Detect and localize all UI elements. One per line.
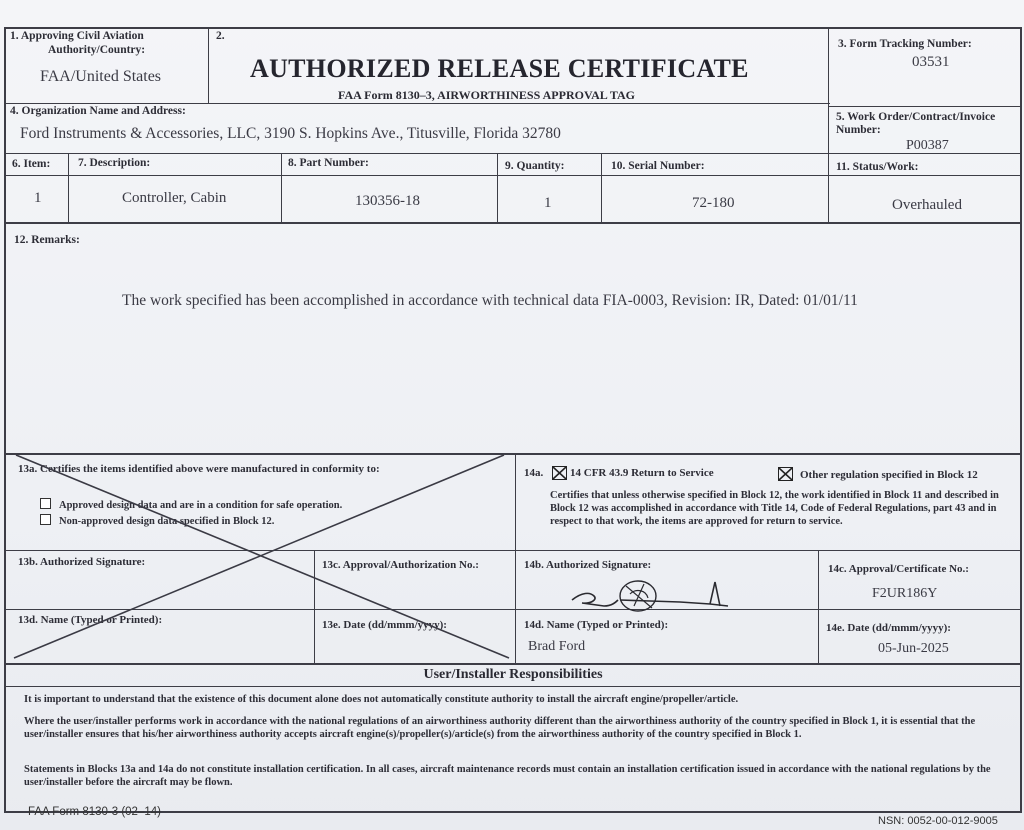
block5-label-cont: Number: — [836, 124, 881, 136]
divider — [208, 27, 209, 103]
part-number-header: 8. Part Number: — [288, 157, 369, 169]
block13d-label: 13d. Name (Typed or Printed): — [18, 614, 163, 626]
signature-date: 05-Jun-2025 — [878, 641, 949, 656]
status-work-header: 11. Status/Work: — [836, 161, 919, 173]
block13b-label: 13b. Authorized Signature: — [18, 556, 146, 568]
checked-mark-icon — [553, 467, 566, 479]
serial-number-value: 72-180 — [692, 195, 735, 211]
checked-mark-icon — [779, 468, 792, 480]
block14a-certification-text: Certifies that unless otherwise specified in Block 12, the work identified in Block 11 and described in Block 12 was accomplished in accordance with Title 14, Code of Federal Regulations, part 43 and in respect to that work, the items are approved for return to service. — [550, 490, 999, 527]
divider — [601, 153, 602, 223]
responsibilities-paragraph-3: Statements in Blocks 13a and 14a do not constitute installation certification. In all cases, aircraft maintenance records must contain an installation certification issued in accordance with the national regulations by the user/installer before the aircraft may be flown. — [24, 764, 991, 788]
approving-authority: FAA/United States — [40, 68, 162, 85]
nsn-number: NSN: 0052-00-012-9005 — [878, 815, 998, 827]
description-value: Controller, Cabin — [122, 190, 227, 206]
organization-address: Ford Instruments & Accessories, LLC, 3190 S. Hopkins Ave., Titusville, Florida 32780 — [20, 125, 561, 142]
return-to-service-checkbox[interactable] — [552, 466, 567, 480]
block14a-label: 14a. — [524, 467, 544, 479]
return-to-service-label: 14 CFR 43.9 Return to Service — [570, 467, 714, 479]
certificate-title: AUTHORIZED RELEASE CERTIFICATE — [250, 54, 749, 83]
block13a-label: 13a. Certifies the items identified above were manufactured in conformity to: — [18, 463, 380, 475]
approved-design-label: Approved design data and are in a condition for safe operation. — [59, 500, 343, 511]
work-order-number: P00387 — [906, 138, 949, 153]
frame-right — [1020, 27, 1022, 812]
part-number-value: 130356-18 — [355, 193, 420, 209]
responsibilities-heading: User/Installer Responsibilities — [423, 667, 603, 682]
divider — [818, 550, 819, 663]
non-approved-design-label: Non-approved design data specified in Block 12. — [59, 516, 275, 527]
block2-label: 2. — [216, 30, 225, 42]
divider — [4, 103, 830, 104]
approval-certificate-number: F2UR186Y — [872, 586, 938, 601]
divider — [4, 222, 1022, 224]
block1-label-cont: Authority/Country: — [48, 44, 146, 56]
block14e-label: 14e. Date (dd/mmm/yyyy): — [826, 622, 951, 634]
divider — [4, 686, 1022, 687]
divider — [828, 27, 829, 223]
divider — [4, 153, 1022, 154]
form-identifier: FAA Form 8130-3 (02–14) — [28, 806, 161, 818]
form-tracking-number: 03531 — [912, 54, 950, 70]
other-regulation-checkbox[interactable] — [778, 467, 793, 481]
block14c-label: 14c. Approval/Certificate No.: — [828, 563, 969, 575]
responsibilities-paragraph-1: It is important to understand that the existence of this document alone does not automatically constitute authority to install the aircraft engine/propeller/article. — [24, 694, 739, 705]
block13c-label: 13c. Approval/Authorization No.: — [322, 559, 479, 571]
item-header: 6. Item: — [12, 158, 51, 170]
remarks-label: 12. Remarks: — [14, 234, 80, 246]
divider — [68, 153, 69, 223]
block14b-label: 14b. Authorized Signature: — [524, 559, 652, 571]
block4-label: 4. Organization Name and Address: — [10, 105, 186, 117]
divider — [4, 175, 1022, 176]
serial-number-header: 10. Serial Number: — [611, 160, 705, 172]
signature-image — [560, 570, 740, 616]
block1-label: 1. Approving Civil Aviation — [10, 30, 144, 42]
divider — [281, 153, 282, 223]
block13e-label: 13e. Date (dd/mmm/yyyy): — [322, 619, 447, 631]
certificate-subtitle: FAA Form 8130–3, AIRWORTHINESS APPROVAL TAG — [338, 88, 635, 102]
frame-left — [4, 27, 6, 812]
signer-name: Brad Ford — [528, 639, 586, 654]
block3-label: 3. Form Tracking Number: — [838, 38, 972, 50]
void-cross-out — [4, 453, 516, 664]
quantity-header: 9. Quantity: — [505, 160, 565, 172]
divider — [497, 153, 498, 223]
quantity-value: 1 — [544, 195, 552, 211]
divider — [828, 106, 1022, 107]
remarks-text: The work specified has been accomplished in accordance with technical data FIA-0003, Revision: IR, Dated: 01/01/11 — [122, 292, 858, 309]
frame-top — [4, 27, 1022, 29]
status-work-value: Overhauled — [892, 197, 962, 213]
item-value: 1 — [34, 190, 42, 206]
responsibilities-paragraph-2: Where the user/installer performs work in accordance with the national regulations of an airworthiness authority different than the airworthiness authority of the country specified in Block 1, it is essential that the user/installer ensures that his/her airworthiness authority accepts aircraft engine(s)/propeller(s)/article(s) from the airworthiness authority of the country specified in Block 1. — [24, 716, 976, 740]
block14d-label: 14d. Name (Typed or Printed): — [524, 619, 669, 631]
block5-label: 5. Work Order/Contract/Invoice — [836, 111, 996, 123]
description-header: 7. Description: — [78, 157, 151, 169]
other-regulation-label: Other regulation specified in Block 12 — [800, 469, 978, 481]
